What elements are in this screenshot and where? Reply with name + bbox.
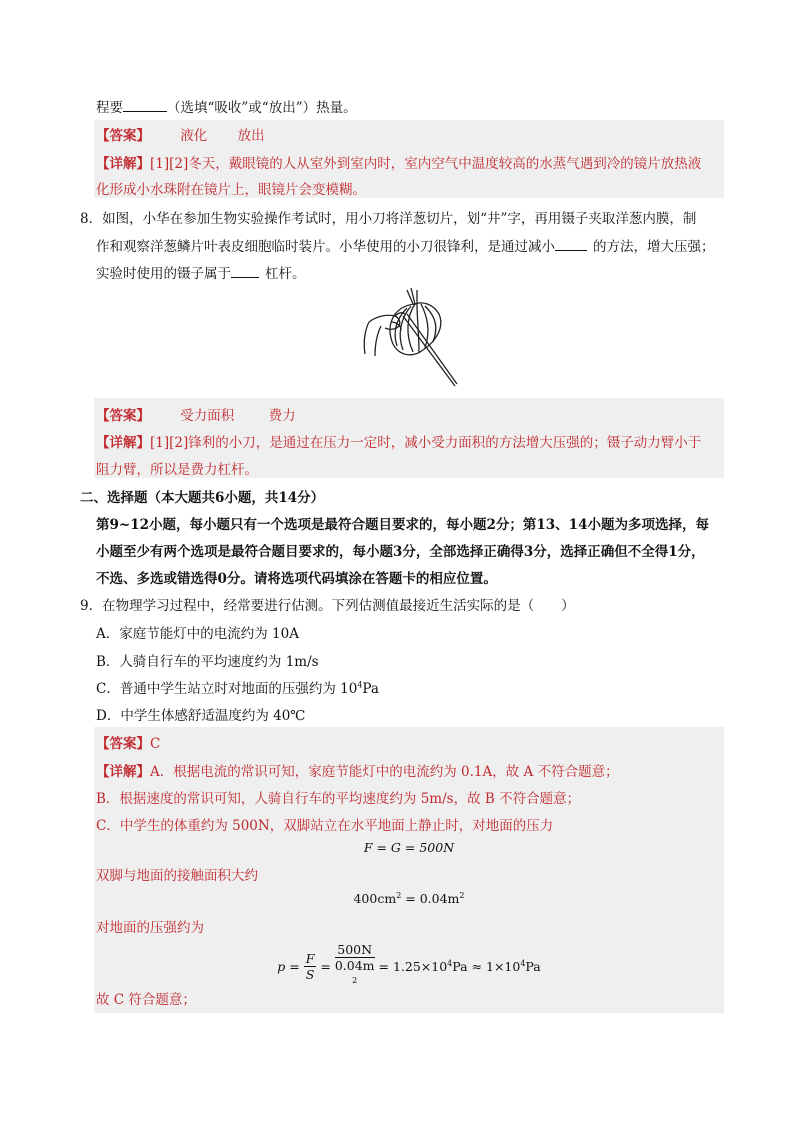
q9-stem: 9．在物理学习过程中，经常要进行估测。下列估测值最接近生活实际的是（ ）	[80, 598, 575, 614]
q8-detail-line2: 阻力臂，所以是费力杠杆。	[96, 462, 258, 478]
onion-tweezers-illustration	[355, 286, 465, 394]
pressure-text: 对地面的压强约为	[96, 920, 204, 936]
area-text: 双脚与地面的接触面积大约	[96, 868, 258, 884]
q9-detail-c: C．中学生的体重约为 500N，双脚站立在水平地面上静止时，对地面的压力	[96, 818, 554, 834]
q7-detail-line1: 【详解】[1][2]冬天，戴眼镜的人从室外到室内时，室内空气中温度较高的水蒸气遇到冷的镜片放热液	[96, 156, 702, 172]
q7-blank	[123, 99, 167, 112]
formula-area: $400cm^2 = 0.04m^2$	[353, 891, 465, 907]
q9-conclusion: 故 C 符合题意；	[96, 992, 196, 1008]
q9-detail-a: 【详解】A．根据电流的常识可知，家庭节能灯中的电流约为 0.1A，故 A 不符合题意；	[96, 764, 619, 780]
q7-answer-line: 【答案】 液化 放出	[96, 128, 265, 144]
q8-stem-line2: 作和观察洋葱鳞片叶表皮细胞临时装片。小华使用的小刀很锋利，是通过减小 的方法，增大压强；	[96, 239, 715, 255]
section-instructions-line1: 第9~12小题，每小题只有一个选项是最符合题目要求的，每小题2分；第13、14小题为多项选择，每	[96, 517, 709, 533]
fraction-f-over-s: $\frac{F}{S}$	[305, 951, 315, 983]
q9-option-d: D．中学生体感舒适温度约为 40℃	[96, 708, 306, 724]
fraction-values: 500N 0.04m $^2$	[334, 942, 375, 985]
formula-pressure: p = $\frac{F}{S}$ = 500N 0.04m $^2$ = $1.25\times 10^4Pa \approx 1\times 10^4Pa$	[94, 942, 724, 991]
q8-answer-line: 【答案】 受力面积 费力	[96, 408, 296, 424]
section-instructions-line3: 不选、多选或错选得0分。请将选项代码填涂在答题卡的相应位置。	[96, 571, 497, 587]
q8-stem-line1: 8．如图，小华在参加生物实验操作考试时，用小刀将洋葱切片，划“井”字，再用镊子夹取洋葱内膜，制	[80, 211, 697, 227]
q9-option-c: C．普通中学生站立时对地面的压强约为 $10^4Pa$	[96, 680, 379, 697]
section-instructions-line2: 小题至少有两个选项是最符合题目要求的，每小题3分，全部选择正确得3分，选择正确但不全得1分，	[96, 544, 705, 560]
q8-stem-line3: 实验时使用的镊子属于 杠杆。	[96, 266, 306, 282]
q8-detail-line1: 【详解】[1][2]锋利的小刀，是通过在压力一定时，减小受力面积的方法增大压强的；镊子动力臂小于	[96, 435, 702, 451]
q8-blank-1	[555, 238, 587, 251]
pressure-result: = $1.25\times 10^4Pa \approx 1\times 10^4Pa$	[378, 959, 541, 975]
q9-option-a: A．家庭节能灯中的电流约为 10A	[96, 626, 299, 642]
section-heading: 二、选择题（本大题共6小题，共14分）	[80, 490, 325, 506]
q9-detail-b: B．根据速度的常识可知，人骑自行车的平均速度约为 5m/s，故 B 不符合题意；	[96, 791, 581, 807]
q9-option-b: B．人骑自行车的平均速度约为 1m/s	[96, 654, 319, 670]
q7-tail: 程要 （选填“吸收”或“放出”）热量。	[96, 100, 357, 116]
q9-answer-line: 【答案】C	[96, 736, 161, 752]
q7-detail-line2: 化形成小水珠附在镜片上，眼镜片会变模糊。	[96, 182, 366, 198]
q8-blank-2	[231, 265, 259, 278]
formula-force: F = G = 500N	[363, 840, 455, 855]
